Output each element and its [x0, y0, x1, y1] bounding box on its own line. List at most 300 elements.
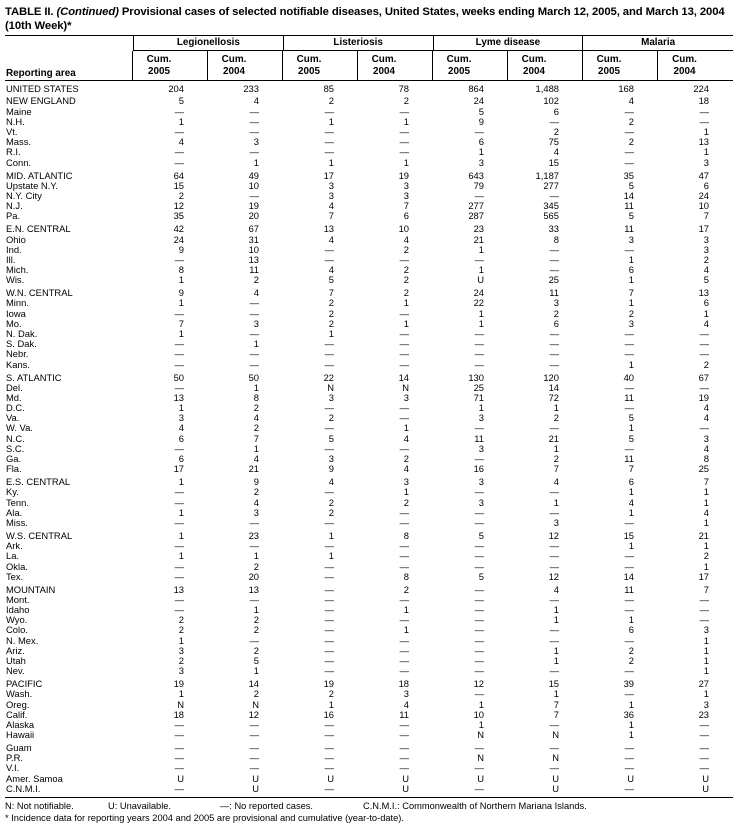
cell: 4: [253, 453, 259, 465]
row-label: Ala.: [6, 507, 23, 518]
footnote-legend-item: U: Unavailable.: [108, 801, 172, 812]
row-label: NEW ENGLAND: [6, 96, 76, 107]
cell: —: [474, 126, 484, 138]
table-row: [5, 275, 733, 285]
cell: 287: [468, 210, 484, 222]
row-label: Mont.: [6, 594, 30, 605]
cell: 4: [328, 476, 334, 488]
table-row: [5, 211, 733, 221]
cell: 1: [478, 718, 484, 730]
table-row: [5, 393, 733, 403]
cell: 6: [178, 432, 184, 444]
cell: —: [174, 156, 184, 168]
cell: 20: [248, 210, 259, 222]
cell: —: [174, 358, 184, 370]
cell: 4: [628, 496, 634, 508]
table-row: [5, 309, 733, 319]
row-label: Wis.: [6, 275, 25, 286]
cell: —: [249, 742, 259, 754]
row-label: UNITED STATES: [6, 83, 79, 94]
cell: 6: [628, 476, 634, 488]
cell: 12: [173, 200, 184, 212]
cell: 2: [253, 486, 259, 498]
cell: —: [474, 453, 484, 465]
cell: —: [474, 655, 484, 666]
cell: —: [624, 762, 634, 774]
table-row: [5, 572, 733, 582]
row-label: R.I.: [6, 147, 21, 158]
cell: —: [174, 146, 184, 158]
cell: 1: [478, 243, 484, 255]
cell: 12: [548, 529, 559, 541]
row-label: D.C.: [6, 403, 25, 414]
cell: 17: [173, 463, 184, 475]
cell: —: [249, 189, 259, 201]
cell: 1: [628, 486, 634, 498]
row-label: MID. ATLANTIC: [6, 170, 73, 181]
table-row: [5, 127, 733, 137]
cell: —: [624, 752, 634, 764]
cell: —: [399, 718, 409, 730]
cell: 3: [328, 453, 334, 465]
cell: U: [702, 772, 709, 784]
cell: 9: [178, 287, 184, 299]
cell: —: [324, 782, 334, 794]
row-label: PACIFIC: [6, 679, 43, 690]
year-label: 2005: [298, 65, 320, 77]
cell: 4: [553, 146, 559, 158]
cell: —: [399, 655, 409, 666]
table-row: [5, 710, 733, 720]
cell: —: [474, 328, 484, 339]
table-row: [5, 763, 733, 773]
cell: —: [399, 614, 409, 626]
cell: 23: [698, 708, 709, 720]
cell: 21: [473, 233, 484, 245]
cell: —: [474, 583, 484, 595]
cell: 1: [253, 338, 259, 350]
cell: —: [174, 253, 184, 265]
cell: 4: [553, 476, 559, 488]
cell: 1: [178, 402, 184, 414]
cell: —: [174, 604, 184, 616]
cell: 67: [248, 223, 259, 235]
cell: 3: [703, 243, 709, 255]
cell: 72: [548, 391, 559, 403]
year-label: 2005: [448, 65, 470, 77]
cell: 19: [248, 200, 259, 212]
row-label: Vt.: [6, 127, 18, 138]
cell: U: [477, 274, 484, 286]
cell: 204: [168, 82, 184, 94]
cell: 14: [248, 678, 259, 690]
cell: 15: [173, 179, 184, 191]
cell: —: [549, 243, 559, 255]
cell: 2: [253, 274, 259, 286]
column-header-cum-2005-4: [433, 51, 508, 80]
cell: 2: [703, 253, 709, 265]
cell: 1: [628, 614, 634, 626]
cell: —: [474, 762, 484, 774]
cell: 1: [253, 442, 259, 454]
cell: 1: [178, 115, 184, 127]
cell: 2: [628, 644, 634, 656]
row-label: Fla.: [6, 464, 22, 475]
cell: 2: [253, 402, 259, 414]
cell: 1: [628, 253, 634, 265]
cell: 1: [403, 624, 409, 636]
table-bottom-rule: [5, 797, 733, 798]
cell: 71: [473, 391, 484, 403]
cell: —: [549, 338, 559, 350]
cell: 9: [253, 476, 259, 488]
table-row: [5, 784, 733, 794]
cell: 8: [178, 264, 184, 276]
row-label: Nev.: [6, 666, 25, 677]
cell: —: [549, 593, 559, 605]
cell: —: [624, 593, 634, 605]
cell: 1: [478, 402, 484, 414]
cell: 5: [253, 655, 259, 666]
table-row: [5, 518, 733, 528]
cell: 2: [403, 453, 409, 465]
cell: —: [324, 742, 334, 754]
cell: —: [624, 634, 634, 646]
cell: 2: [403, 496, 409, 508]
cell: 1: [253, 381, 259, 393]
cell: —: [549, 328, 559, 339]
cell: —: [324, 105, 334, 117]
cell: —: [399, 328, 409, 339]
cell: 1: [553, 688, 559, 700]
cell: 10: [248, 179, 259, 191]
cell: 7: [253, 432, 259, 444]
cell: N: [327, 381, 334, 393]
cell: 1: [253, 604, 259, 616]
cell: 9: [328, 463, 334, 475]
cell: 5: [328, 274, 334, 286]
cell: 64: [173, 169, 184, 181]
cell: 1,187: [535, 169, 559, 181]
cell: —: [699, 105, 709, 117]
row-label: Upstate N.Y.: [6, 180, 58, 191]
table-row: [5, 349, 733, 359]
table-row: [5, 531, 733, 541]
row-label: Del.: [6, 382, 23, 393]
cell: —: [624, 105, 634, 117]
cell: —: [699, 348, 709, 360]
cell: —: [249, 328, 259, 339]
cell: 8: [403, 570, 409, 582]
cell: 39: [623, 678, 634, 690]
cell: 2: [553, 412, 559, 424]
cell: 13: [698, 287, 709, 299]
cell: 13: [698, 136, 709, 148]
cell: 1,488: [535, 82, 559, 94]
row-label: Mo.: [6, 318, 22, 329]
table-row: [5, 656, 733, 666]
cell: 15: [623, 529, 634, 541]
cell: 22: [323, 371, 334, 383]
table-row: [5, 689, 733, 699]
cell: 1: [403, 115, 409, 127]
cell: U: [402, 782, 409, 794]
cell: —: [474, 253, 484, 265]
cell: 13: [248, 583, 259, 595]
cell: U: [552, 772, 559, 784]
cell: —: [324, 752, 334, 764]
cell: —: [324, 358, 334, 370]
cell: 4: [328, 264, 334, 276]
row-label: Ind.: [6, 244, 22, 255]
cell: 4: [253, 412, 259, 424]
cell: 345: [543, 200, 559, 212]
cell: —: [249, 126, 259, 138]
cell: —: [174, 540, 184, 552]
table-row: [5, 235, 733, 245]
table-row: [5, 107, 733, 117]
footnote-legend-item: C.N.M.I.: Commonwealth of Northern Mariana Islands.: [363, 801, 587, 812]
cell: 1: [703, 634, 709, 646]
cell: 4: [703, 442, 709, 454]
table-row: [5, 743, 733, 753]
table-row: [5, 413, 733, 423]
cell: 35: [173, 210, 184, 222]
row-label: N.J.: [6, 201, 23, 212]
cell: 1: [553, 644, 559, 656]
cell: 864: [468, 82, 484, 94]
cell: —: [699, 729, 709, 741]
cell: 21: [548, 432, 559, 444]
cell: 2: [178, 614, 184, 626]
row-label: N.C.: [6, 433, 25, 444]
cell: —: [174, 381, 184, 393]
table-row: [5, 245, 733, 255]
cell: 5: [628, 179, 634, 191]
cell: U: [477, 772, 484, 784]
cell: —: [549, 422, 559, 434]
row-label: Hawaii: [6, 730, 35, 741]
cell: 1: [478, 317, 484, 329]
cell: —: [474, 486, 484, 498]
cell: —: [324, 516, 334, 528]
cell: U: [402, 772, 409, 784]
cell: 1: [178, 297, 184, 309]
cell: 1: [553, 402, 559, 414]
year-label: 2004: [523, 65, 545, 77]
cell: 1: [553, 614, 559, 626]
group-header-legionellosis: Legionellosis: [134, 36, 284, 50]
row-label: Kans.: [6, 359, 30, 370]
cell: —: [549, 264, 559, 276]
cell: 13: [173, 583, 184, 595]
cell: —: [549, 348, 559, 360]
cell: 11: [624, 453, 634, 465]
row-label: Ariz.: [6, 645, 25, 656]
cell: 7: [703, 476, 709, 488]
cell: —: [399, 442, 409, 454]
cell: 24: [173, 233, 184, 245]
footnote-legend: [5, 801, 733, 813]
cell: 2: [403, 264, 409, 276]
cell: 1: [253, 156, 259, 168]
column-header-cum-2005-6: [583, 51, 658, 80]
row-label: MOUNTAIN: [6, 584, 56, 595]
cell: 11: [474, 432, 484, 444]
cell: 4: [703, 264, 709, 276]
cell: 7: [328, 287, 334, 299]
cell: 102: [543, 95, 559, 107]
cell: 11: [624, 391, 634, 403]
cell: 3: [478, 412, 484, 424]
cell: 2: [628, 115, 634, 127]
cell: 14: [623, 189, 634, 201]
cell: —: [699, 381, 709, 393]
cell: —: [549, 624, 559, 636]
table-row: [5, 625, 733, 635]
cell: 3: [403, 189, 409, 201]
cell: —: [324, 655, 334, 666]
cell: 11: [624, 223, 634, 235]
cell: 1: [703, 560, 709, 572]
cell: —: [624, 348, 634, 360]
cell: 13: [323, 223, 334, 235]
table-row: [5, 147, 733, 157]
cell: 7: [703, 210, 709, 222]
cell: 3: [553, 516, 559, 528]
cell: 4: [403, 463, 409, 475]
cell: —: [174, 516, 184, 528]
cell: 12: [473, 678, 484, 690]
footnotes: [5, 801, 733, 824]
cell: 2: [328, 496, 334, 508]
row-label: Colo.: [6, 625, 28, 636]
cell: —: [474, 506, 484, 518]
cell: —: [624, 742, 634, 754]
cell: 7: [553, 708, 559, 720]
cell: 4: [403, 432, 409, 444]
cell: —: [399, 126, 409, 138]
cell: —: [324, 422, 334, 434]
cell: 1: [478, 698, 484, 710]
cell: 2: [328, 297, 334, 309]
cell: 3: [253, 136, 259, 148]
cell: —: [549, 358, 559, 370]
cell: —: [624, 338, 634, 350]
header-spacer: [5, 36, 133, 51]
cell: 3: [478, 476, 484, 488]
cell: —: [249, 540, 259, 552]
cell: 40: [623, 371, 634, 383]
cell: 565: [543, 210, 559, 222]
cell: 4: [553, 583, 559, 595]
cell: 1: [703, 644, 709, 656]
table-row: [5, 224, 733, 234]
cell: 1: [178, 506, 184, 518]
cell: 1: [403, 486, 409, 498]
year-label: 2004: [223, 65, 245, 77]
cell: 3: [628, 317, 634, 329]
table-row: [5, 585, 733, 595]
cell: 4: [703, 412, 709, 424]
cell: 4: [703, 317, 709, 329]
cum-label: Cum.: [672, 54, 697, 65]
cell: 7: [628, 463, 634, 475]
cell: —: [474, 742, 484, 754]
cell: 47: [698, 169, 709, 181]
cell: 3: [403, 391, 409, 403]
cell: —: [174, 762, 184, 774]
cell: —: [174, 442, 184, 454]
cell: 643: [468, 169, 484, 181]
year-label: 2004: [373, 65, 395, 77]
row-label: Nebr.: [6, 349, 29, 360]
cell: 2: [403, 274, 409, 286]
row-label: Guam: [6, 743, 32, 754]
cell: —: [699, 614, 709, 626]
row-label: La.: [6, 551, 20, 562]
cell: 1: [553, 604, 559, 616]
cell: —: [624, 688, 634, 700]
row-label: Mass.: [6, 137, 32, 148]
cell: 4: [703, 402, 709, 414]
table-row: [5, 454, 733, 464]
cell: —: [474, 644, 484, 656]
cell: —: [399, 506, 409, 518]
cell: —: [549, 540, 559, 552]
reporting-area-label: Reporting area: [6, 68, 76, 79]
cell: —: [624, 126, 634, 138]
table-row: [5, 373, 733, 383]
cell: 11: [549, 287, 559, 299]
row-label: Miss.: [6, 517, 28, 528]
row-label: Ga.: [6, 454, 22, 465]
cell: 3: [403, 688, 409, 700]
cell: —: [399, 752, 409, 764]
cell: —: [399, 105, 409, 117]
column-header-cum-2004-5: [508, 51, 583, 80]
cell: —: [549, 506, 559, 518]
cell: —: [399, 338, 409, 350]
cell: 1: [403, 604, 409, 616]
cell: 33: [548, 223, 559, 235]
cell: —: [399, 348, 409, 360]
table-row: [5, 774, 733, 784]
cell: —: [324, 644, 334, 656]
cell: 11: [399, 708, 409, 720]
cell: 1: [703, 540, 709, 552]
cell: 4: [703, 506, 709, 518]
row-label: Ohio: [6, 234, 26, 245]
cell: 1: [703, 126, 709, 138]
cell: —: [624, 146, 634, 158]
cell: 3: [628, 233, 634, 245]
cell: 1: [553, 442, 559, 454]
column-header-cum-2005-2: [283, 51, 358, 80]
cell: 1: [403, 422, 409, 434]
cell: —: [174, 338, 184, 350]
cell: N: [177, 698, 184, 710]
cell: —: [324, 126, 334, 138]
table-row: [5, 477, 733, 487]
cell: 14: [548, 381, 559, 393]
cell: —: [399, 402, 409, 414]
cell: 4: [403, 698, 409, 710]
group-header-lyme-disease: Lyme disease: [434, 36, 584, 50]
cell: —: [474, 550, 484, 562]
cell: 20: [248, 570, 259, 582]
cell: —: [474, 338, 484, 350]
